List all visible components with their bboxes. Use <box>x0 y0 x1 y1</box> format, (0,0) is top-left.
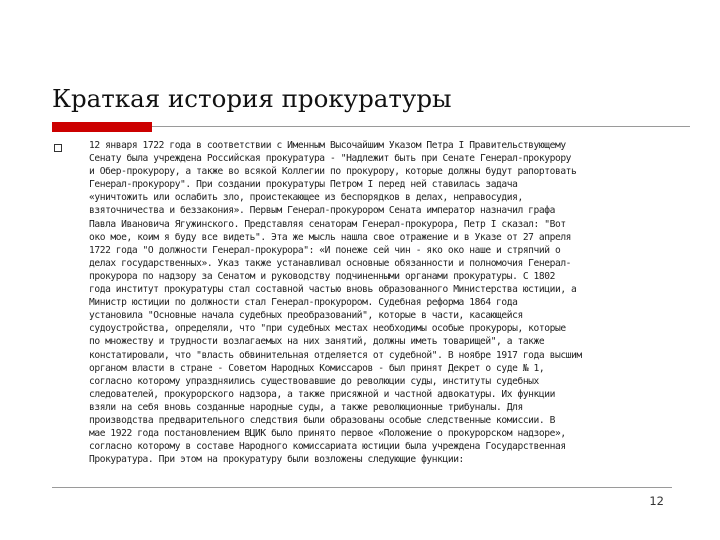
body-text-line: делах государственных». Указ также устанавливал основные обязанности и полномочия Генерал- <box>89 257 572 269</box>
body-text-line: око мое, коим я буду все видеть". Эта же мысль нашла свое отражение и в Указе от 27 апреля <box>89 231 572 243</box>
title-divider <box>152 126 690 127</box>
body-text-line: Прокуратура. При этом на прокуратуру были возложены следующие функции: <box>89 454 464 466</box>
body-text-line: судоустройства, определяли, что "при судебных местах необходимы особые прокуроры, которые <box>89 323 566 335</box>
page-number: 12 <box>649 494 664 508</box>
body-text-line: взяточничества и беззакония». Первым Генерал-прокурором Сената император назначил графа <box>89 205 555 217</box>
body-text-line: и Обер-прокурору, а также во всякой Коллегии по прокурору, которые должны будут рапортовать <box>89 166 577 178</box>
body-text-line: Сенату была учреждена Российская прокуратура - "Надлежит быть при Сенате Генерал-прокурору <box>89 153 572 165</box>
bullet-text-history <box>89 139 689 466</box>
body-text-line: по множеству и трудности возлагаемых на них занятий, должны иметь товарищей", а также <box>89 336 545 348</box>
body-text-line: года институт прокуратуры стал составной частью вновь образованного Министерства юстиции, а <box>89 284 577 296</box>
body-text-line: согласно которому в составе Народного комиссариата юстиции была учреждена Государственная <box>89 441 566 453</box>
body-text-line: 12 января 1722 года в соответствии с Именным Высочайшим Указом Петра I Правительствующему <box>89 140 566 151</box>
body-text-line: Министр юстиции по должности стал Генерал-прокурором. Судебная реформа 1864 года <box>89 297 518 309</box>
body-text-line: 1722 года "О должности Генерал-прокурора": «И понеже сей чин - яко око наше и стряпчий о <box>89 244 561 256</box>
body-text-line: следователей, прокурорского надзора, а также присяжной и частной адвокатуры. Их функции <box>89 388 555 400</box>
body-text-line: органом власти в стране - Советом Народных Комиссаров - был принят Декрет о суде № 1, <box>89 362 545 374</box>
body-text-line: Генерал-прокурору". При создании прокуратуры Петром I перед ней ставилась задача <box>89 179 518 191</box>
slide-title: Краткая история прокуратуры <box>52 84 452 113</box>
body-text-line: мае 1922 года постановлением ВЦИК было принято первое «Положение о прокурорском надзоре», <box>89 428 566 440</box>
footer-divider <box>52 487 672 488</box>
body-text-line: согласно которому упраздняились существовавшие до революции суды, институты судебных <box>89 375 539 387</box>
hollow-square-bullet-icon <box>54 144 62 152</box>
body-text-line: установила "Основные начала судебных преобразований", которые в части, касающейся <box>89 310 523 322</box>
body-text-line: Павла Ивановича Ягужинского. Представляя сенаторам Генерал-прокурора, Петр I сказал: "Вот <box>89 218 566 230</box>
body-text-line: взяли на себя вновь созданные народные суды, а также революционные трибуналы. Для <box>89 401 523 413</box>
title-accent-bar <box>52 122 152 132</box>
body-text-line: прокурора по надзору за Сенатом и руководству подчиненными органами прокуратуры. С 1802 <box>89 270 555 282</box>
body-text-line: констатировали, что "власть обвинительная отделяется от судебной". В ноябре 1917 года высшим <box>89 349 582 361</box>
body-text-line: «уничтожить или ослабить зло, проистекающее из беспорядков в делах, неправосудия, <box>89 192 523 204</box>
body-text-line: производства предварительного следствия были образованы особые следственные комиссии. В <box>89 414 555 426</box>
